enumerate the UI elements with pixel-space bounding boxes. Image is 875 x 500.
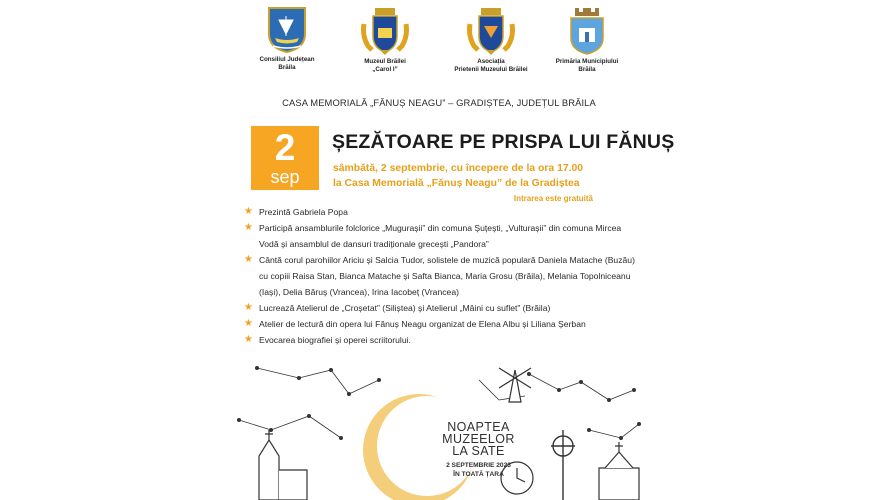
logo-2-line2: „Carol I” xyxy=(372,65,398,73)
program-item xyxy=(244,204,639,220)
program-item xyxy=(244,300,639,316)
star-bullet-icon: ★ xyxy=(244,334,253,345)
star-bullet-icon: ★ xyxy=(244,206,253,217)
logo-consiliul-judetean xyxy=(237,6,337,71)
logo-1-line2: Brăila xyxy=(278,63,296,71)
star-bullet-icon: ★ xyxy=(244,318,253,329)
program-item-text: Atelier de lectură din opera lui Fănuș Neagu organizat de Elena Albu și Liliana Șerban xyxy=(259,319,586,329)
program-list xyxy=(244,204,639,348)
date-day: 2 xyxy=(274,127,296,168)
church-icon xyxy=(259,430,307,500)
association-crest-icon xyxy=(466,6,516,56)
noaptea-line1: NOAPTEA xyxy=(447,420,510,434)
program-item xyxy=(244,252,639,300)
event-title: ȘEZĂTOARE PE PRISPA LUI FĂNUȘ xyxy=(332,131,675,153)
county-shield-icon xyxy=(267,6,307,54)
star-bullet-icon: ★ xyxy=(244,302,253,313)
free-entry-note: Intrarea este gratuită xyxy=(513,194,593,203)
logo-asociatia xyxy=(441,6,541,73)
logo-4-caption xyxy=(537,58,637,73)
chapel-icon xyxy=(599,442,639,500)
program-item xyxy=(244,332,639,348)
noaptea-where: ÎN TOATĂ ȚARA xyxy=(453,471,504,478)
date-badge xyxy=(251,126,319,190)
logo-4-line1: Primăria Municipiului xyxy=(555,58,619,65)
windmill-icon xyxy=(499,368,531,402)
museum-crest-icon xyxy=(360,6,410,56)
logo-1-caption xyxy=(237,56,337,71)
logo-3-line1: Asociația xyxy=(477,58,505,65)
logo-muzeul-brailei xyxy=(335,6,435,73)
logo-1-line1: Consiliul Județean xyxy=(259,56,315,63)
program-item-text: Prezintă Gabriela Popa xyxy=(259,207,348,217)
logo-2-line1: Muzeul Brăilei xyxy=(364,58,406,65)
noaptea-line3: LA SATE xyxy=(452,444,505,458)
sponsor-logos xyxy=(229,6,649,96)
noaptea-line2: MUZEELOR xyxy=(442,432,515,446)
program-item xyxy=(244,316,639,332)
city-crest-icon xyxy=(567,6,607,56)
logo-4-line2: Brăila xyxy=(578,65,596,73)
logo-3-caption xyxy=(441,58,541,73)
date-month: sep xyxy=(270,167,300,187)
venue-heading: CASA MEMORIALĂ „FĂNUȘ NEAGU” – GRADIȘTEA, JUDEȚUL BRĂILA xyxy=(282,97,596,108)
noaptea-date: 2 SEPTEMBRIE 2023 xyxy=(446,462,511,469)
logo-3-line2: Prietenii Muzeului Brăilei xyxy=(454,65,528,73)
event-location: la Casa Memorială „Fănuș Neagu” de la Gradiștea xyxy=(333,178,580,189)
logo-primaria xyxy=(537,6,637,73)
event-time: sâmbătă, 2 septembrie, cu începere de la ora 17.00 xyxy=(333,163,584,174)
star-bullet-icon: ★ xyxy=(244,254,253,265)
program-item-text: Cântă corul parohiilor Ariciu și Salcia Tudor, solistele de muzică populară Daniela Matache (Buzău) cu copiii Raisa Stan, Bianca Matache și Safta Bianca, Maria Grosu (Brăila), Melania Topolniceanu (Iași), Delia Băruș (Vrancea), Irina Iacobeț (Vrancea) xyxy=(259,255,635,297)
star-bullet-icon: ★ xyxy=(244,222,253,233)
logo-2-caption xyxy=(335,58,435,73)
noaptea-muzeelor-logo xyxy=(426,421,531,479)
program-item-text: Lucrează Atelierul de „Croșetat” (Siliștea) și Atelierul „Mâini cu suflet” (Brăila) xyxy=(259,303,551,313)
cross-icon xyxy=(551,430,575,500)
event-poster xyxy=(229,0,675,500)
program-item-text: Participă ansamblurile folclorice „Mugurașii” din comuna Șuțești, „Vulturașii” din comuna Mircea Vodă și ansamblul de dansuri tradiționale grecești „Pandora” xyxy=(259,223,622,249)
program-item-text: Evocarea biografiei și operei scriitorului. xyxy=(259,335,411,345)
program-item xyxy=(244,220,639,252)
